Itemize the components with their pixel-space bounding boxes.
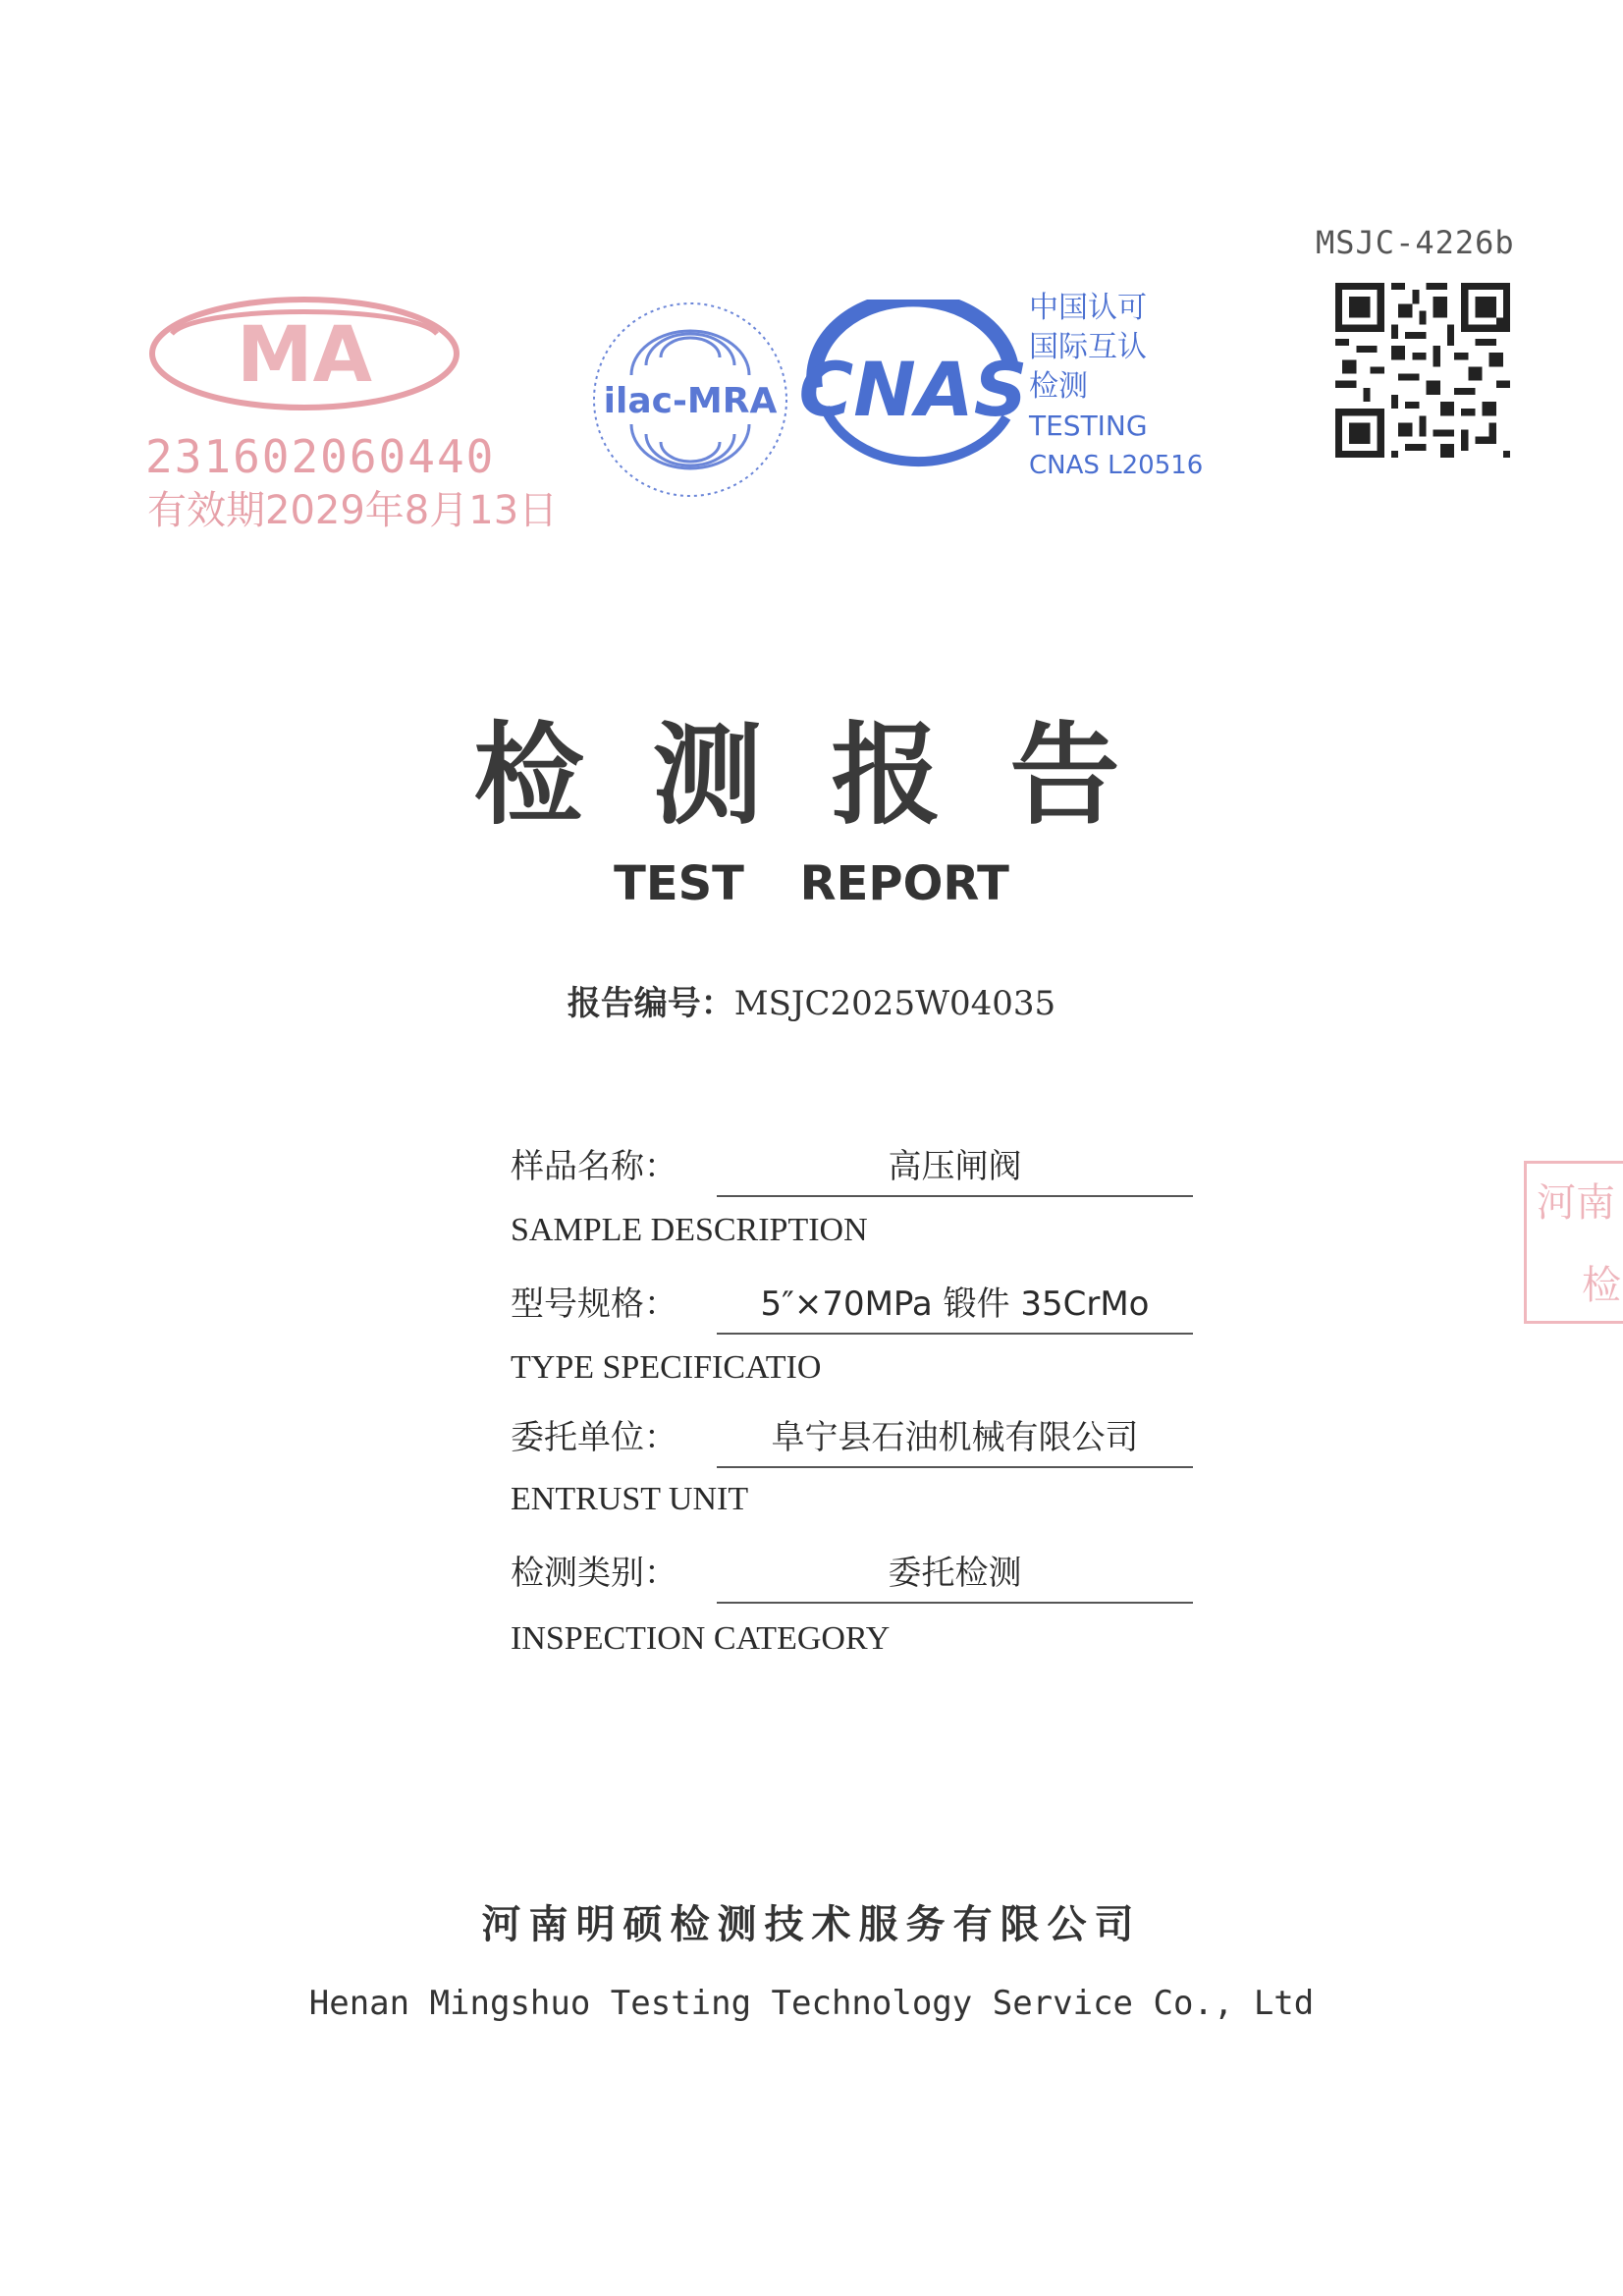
cnas-line-mutual-recognition: 国际互认 <box>1029 330 1147 364</box>
cnas-code: CNAS L20516 <box>1029 451 1204 480</box>
entrust-unit-value: 阜宁县石油机械有限公司 <box>717 1410 1193 1468</box>
cnas-logo <box>795 300 1031 486</box>
edge-seal <box>1524 1161 1623 1324</box>
report-title-en: TEST REPORT <box>614 856 1009 911</box>
document-code: MSJC-4226b <box>1316 224 1515 261</box>
ilac-logo-text: ilac-MRA <box>603 381 778 421</box>
sample-name-label: 样品名称： <box>511 1147 677 1186</box>
type-spec-value: 5″×70MPa 锻件 35CrMo <box>717 1277 1193 1335</box>
edge-seal-text-2: 检 <box>1582 1263 1621 1308</box>
cnas-line-china-accredited: 中国认可 <box>1029 291 1147 325</box>
company-name-en: Henan Mingshuo Testing Technology Service Co., Ltd <box>308 1984 1315 2023</box>
inspection-category-label-zh: 检测类别： <box>511 1554 677 1593</box>
report-title-zh: 检测报告 <box>473 712 1189 840</box>
entrust-unit-label-zh: 委托单位： <box>511 1418 677 1457</box>
qr-code-icon <box>1335 283 1510 458</box>
type-spec-label: 型号规格： <box>511 1285 677 1324</box>
edge-seal-text-1: 河南 <box>1537 1180 1615 1226</box>
type-specification-label: TYPE SPECIFICATIO <box>511 1349 822 1386</box>
cnas-line-testing-en: TESTING <box>1029 410 1148 442</box>
cnas-accreditation-text <box>1029 289 1203 485</box>
inspection-category-label: INSPECTION CATEGORY <box>511 1620 891 1657</box>
company-name-zh: 河南明硕检测技术服务有限公司 <box>481 1902 1142 1947</box>
cma-logo-text: MA <box>237 311 372 400</box>
cnas-logo-text: CNAS <box>798 346 1028 433</box>
inspection-category-value: 委托检测 <box>717 1546 1193 1604</box>
ilac-mra-logo <box>587 297 793 503</box>
report-number <box>0 976 1623 1024</box>
cma-valid-date: 有效期2029年8月13日 <box>147 488 559 533</box>
report-number-value: MSJC2025W04035 <box>733 984 1056 1023</box>
cnas-line-testing-zh: 检测 <box>1029 369 1088 404</box>
sample-description-label: SAMPLE DESCRIPTION <box>511 1212 868 1248</box>
sample-name-value: 高压闸阀 <box>717 1139 1193 1197</box>
report-number-label: 报告编号： <box>567 984 734 1023</box>
entrust-unit-label: ENTRUST UNIT <box>511 1481 749 1517</box>
cma-number: 231602060440 <box>145 430 496 483</box>
